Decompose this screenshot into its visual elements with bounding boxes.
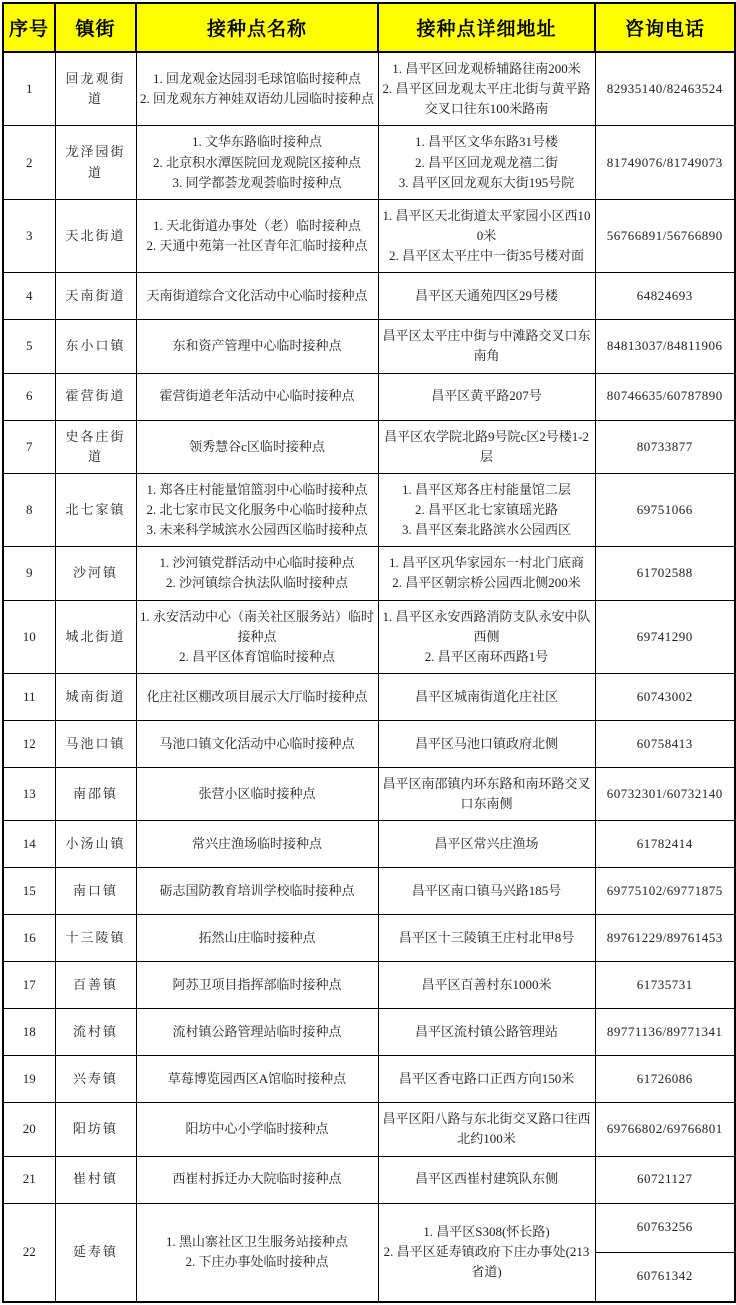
address-line: 1. 昌平区永安西路消防支队永安中队西侧 xyxy=(382,608,591,644)
serial-cell: 14 xyxy=(3,821,55,868)
town-cell: 小汤山镇 xyxy=(55,821,136,868)
address-line: 2. 昌平区延寿镇政府下庄办事处(213省道) xyxy=(383,1243,590,1280)
address-cell xyxy=(378,673,595,720)
table-row xyxy=(3,962,735,1009)
site-name-cell xyxy=(136,473,378,546)
serial-cell: 21 xyxy=(3,1156,55,1203)
table-row xyxy=(3,1156,735,1203)
site-name-line: 草莓博览园西区A馆临时接种点 xyxy=(167,1071,347,1087)
address-line: 昌平区黄平路207号 xyxy=(431,388,542,404)
address-cell xyxy=(378,420,595,473)
town-cell: 南口镇 xyxy=(55,868,136,915)
serial-cell: 19 xyxy=(3,1056,55,1103)
address-line: 1. 昌平区天北街道太平家园小区西100米 xyxy=(382,207,591,243)
address-line: 1. 昌平区回龙观桥辅路往南200米 xyxy=(392,61,581,76)
phone-number: 69775102/69771875 xyxy=(595,868,735,915)
serial-cell: 17 xyxy=(3,962,55,1009)
town-cell: 阳坊镇 xyxy=(55,1103,136,1156)
site-name-cell xyxy=(136,868,378,915)
town-cell: 北七家镇 xyxy=(55,473,136,546)
phone-number: 82935140/82463524 xyxy=(595,52,735,126)
address-line: 1. 昌平区S308(怀长路) xyxy=(423,1223,550,1239)
table-row xyxy=(3,373,735,420)
site-name-cell xyxy=(136,126,378,199)
site-name-line: 流村镇公路管理站临时接种点 xyxy=(172,1024,342,1040)
phone-number: 60763256 xyxy=(636,1219,693,1235)
header-serial: 序号 xyxy=(3,3,55,52)
phone-number: 80733877 xyxy=(595,420,735,473)
site-name-line: 1. 回龙观金达园羽毛球馆临时接种点 xyxy=(152,71,361,87)
address-cell xyxy=(378,868,595,915)
phone-number: 64824693 xyxy=(595,273,735,320)
site-name-line: 马池口镇文化活动中心临时接种点 xyxy=(159,735,355,751)
address-line: 昌平区常兴庄渔场 xyxy=(434,836,539,852)
town-cell: 城北街道 xyxy=(55,600,136,673)
address-line: 昌平区西崔村建筑队东侧 xyxy=(414,1171,558,1187)
table-row xyxy=(3,52,735,126)
address-line: 昌平区马池口镇政府北侧 xyxy=(414,735,558,751)
address-cell xyxy=(378,473,595,546)
table-row xyxy=(3,420,735,473)
site-name-line: 阿苏卫项目指挥部临时接种点 xyxy=(172,977,342,993)
address-line: 1. 昌平区巩华家园东一村北门底商 xyxy=(388,555,584,571)
table-row xyxy=(3,821,735,868)
address-line: 昌平区流村镇公路管理站 xyxy=(414,1024,558,1040)
site-name-cell xyxy=(136,199,378,272)
town-cell: 沙河镇 xyxy=(55,547,136,600)
table-row xyxy=(3,473,735,546)
address-line: 2. 昌平区南环西路1号 xyxy=(424,648,549,664)
town-cell: 城南街道 xyxy=(55,673,136,720)
table-row xyxy=(3,199,735,272)
site-name-cell xyxy=(136,273,378,320)
site-name-cell xyxy=(136,547,378,600)
phone-number: 84813037/84811906 xyxy=(595,320,735,373)
table-row xyxy=(3,1056,735,1103)
address-line: 2. 昌平区朝宗桥公园西北侧200米 xyxy=(392,575,581,591)
town-cell: 回龙观街道 xyxy=(55,52,136,126)
table-row xyxy=(3,915,735,962)
serial-cell: 10 xyxy=(3,600,55,673)
header-site-name: 接种点名称 xyxy=(136,3,378,52)
table-row xyxy=(3,547,735,600)
site-name-cell xyxy=(136,767,378,820)
phone-number: 60732301/60732140 xyxy=(595,767,735,820)
phone-number: 61702588 xyxy=(595,547,735,600)
address-line: 2. 昌平区北七家镇瑶光路 xyxy=(414,501,558,517)
address-cell xyxy=(378,821,595,868)
table-row xyxy=(3,868,735,915)
address-line: 2. 昌平区回龙观龙禧二街 xyxy=(414,154,558,170)
town-cell: 兴寿镇 xyxy=(55,1056,136,1103)
table-row xyxy=(3,1009,735,1056)
site-name-line: 2. 沙河镇综合执法队临时接种点 xyxy=(165,575,348,591)
serial-cell: 3 xyxy=(3,199,55,272)
site-name-cell xyxy=(136,821,378,868)
address-line: 昌平区天通苑四区29号楼 xyxy=(414,288,558,304)
site-name-line: 1. 永安活动中心（南关社区服务站）临时接种点 xyxy=(139,608,374,644)
serial-cell: 7 xyxy=(3,420,55,473)
site-name-line: 阳坊中心小学临时接种点 xyxy=(185,1121,329,1137)
site-name-line: 领秀慧谷c区临时接种点 xyxy=(189,438,325,454)
address-line: 1. 昌平区郑各庄村能量馆二层 xyxy=(401,481,571,497)
phone-number: 60721127 xyxy=(595,1156,735,1203)
site-name-line: 1. 黑山寨社区卫生服务站接种点 xyxy=(165,1233,348,1249)
site-name-line: 2. 下庄办事处临时接种点 xyxy=(185,1254,329,1270)
site-name-line: 2. 回龙观东方神娃双语幼儿园临时接种点 xyxy=(139,91,374,107)
table-row xyxy=(3,126,735,199)
phone-number: 61726086 xyxy=(595,1056,735,1103)
address-cell xyxy=(378,273,595,320)
address-cell xyxy=(378,199,595,272)
header-row xyxy=(3,3,735,52)
serial-cell: 15 xyxy=(3,868,55,915)
address-cell xyxy=(378,1103,595,1156)
address-line: 昌平区城南街道化庄社区 xyxy=(414,688,558,704)
site-name-line: 东和资产管理中心临时接种点 xyxy=(172,338,342,354)
site-name-cell xyxy=(136,52,378,126)
address-line: 昌平区香屯路口正西方向150米 xyxy=(398,1071,575,1087)
town-cell: 十三陵镇 xyxy=(55,915,136,962)
table-row xyxy=(3,1203,735,1302)
address-cell xyxy=(378,1203,595,1302)
site-name-line: 化庄社区棚改项目展示大厅临时接种点 xyxy=(146,688,368,704)
site-name-cell xyxy=(136,320,378,373)
address-line: 1. 昌平区文华东路31号楼 xyxy=(414,134,558,150)
site-name-cell xyxy=(136,720,378,767)
phone-number: 56766891/56766890 xyxy=(595,199,735,272)
address-line: 昌平区十三陵镇王庄村北甲8号 xyxy=(398,930,575,946)
address-line: 3. 昌平区回龙观东大街195号院 xyxy=(398,174,575,190)
phone-number: 69751066 xyxy=(595,473,735,546)
town-cell: 龙泽园街道 xyxy=(55,126,136,199)
serial-cell: 6 xyxy=(3,373,55,420)
site-name-cell xyxy=(136,600,378,673)
site-name-line: 3. 未来科学城滨水公园西区临时接种点 xyxy=(146,522,368,538)
site-name-line: 1. 文华东路临时接种点 xyxy=(191,134,322,150)
town-cell: 崔村镇 xyxy=(55,1156,136,1203)
site-name-cell xyxy=(136,1056,378,1103)
site-name-line: 1. 天北街道办事处（老）临时接种点 xyxy=(152,217,361,233)
site-name-cell xyxy=(136,1203,378,1302)
town-cell: 霍营街道 xyxy=(55,373,136,420)
table-row xyxy=(3,320,735,373)
site-name-cell xyxy=(136,373,378,420)
header-address: 接种点详细地址 xyxy=(378,3,595,52)
site-name-cell xyxy=(136,420,378,473)
header-phone: 咨询电话 xyxy=(595,3,735,52)
site-name-line: 砺志国防教育培训学校临时接种点 xyxy=(159,883,355,899)
town-cell: 天北街道 xyxy=(55,199,136,272)
town-cell: 流村镇 xyxy=(55,1009,136,1056)
site-name-line: 2. 昌平区体育馆临时接种点 xyxy=(178,648,335,664)
serial-cell: 16 xyxy=(3,915,55,962)
serial-cell: 12 xyxy=(3,720,55,767)
address-cell xyxy=(378,1009,595,1056)
address-line: 2. 昌平区太平庄中一街35号楼对面 xyxy=(388,248,584,264)
table-row xyxy=(3,673,735,720)
site-name-line: 1. 郑各庄村能量馆篮羽中心临时接种点 xyxy=(146,481,368,497)
town-cell: 南邵镇 xyxy=(55,767,136,820)
header-town: 镇街 xyxy=(55,3,136,52)
site-name-line: 常兴庄渔场临时接种点 xyxy=(191,836,322,852)
town-cell: 史各庄街道 xyxy=(55,420,136,473)
serial-cell: 13 xyxy=(3,767,55,820)
phone-number: 61782414 xyxy=(595,821,735,868)
table-row xyxy=(3,767,735,820)
address-cell xyxy=(378,767,595,820)
town-cell: 天南街道 xyxy=(55,273,136,320)
site-name-cell xyxy=(136,962,378,1009)
site-name-cell xyxy=(136,915,378,962)
serial-cell: 11 xyxy=(3,673,55,720)
phone-cell xyxy=(595,1203,735,1302)
phone-number: 60743002 xyxy=(595,673,735,720)
town-cell: 东小口镇 xyxy=(55,320,136,373)
phone-number: 60761342 xyxy=(596,1252,735,1301)
address-cell xyxy=(378,600,595,673)
town-cell: 百善镇 xyxy=(55,962,136,1009)
address-line: 昌平区农学院北路9号院c区2号楼1-2层 xyxy=(383,428,590,464)
site-name-line: 2. 天通中苑第一社区青年汇临时接种点 xyxy=(146,238,368,254)
phone-number: 69741290 xyxy=(595,600,735,673)
address-cell xyxy=(378,720,595,767)
site-name-line: 1. 沙河镇党群活动中心临时接种点 xyxy=(159,555,355,571)
table-row xyxy=(3,1103,735,1156)
serial-cell: 20 xyxy=(3,1103,55,1156)
serial-cell: 4 xyxy=(3,273,55,320)
phone-number: 60758413 xyxy=(595,720,735,767)
site-name-line: 霍营街道老年活动中心临时接种点 xyxy=(159,388,355,404)
serial-cell: 18 xyxy=(3,1009,55,1056)
site-name-cell xyxy=(136,1156,378,1203)
address-line: 昌平区南邵镇内环东路和南环路交叉口东南侧 xyxy=(382,775,591,812)
site-name-cell xyxy=(136,1103,378,1156)
phone-number: 69766802/69766801 xyxy=(595,1103,735,1156)
site-name-cell xyxy=(136,1009,378,1056)
vaccination-sites-table xyxy=(2,2,736,1303)
serial-cell: 8 xyxy=(3,473,55,546)
site-name-line: 3. 同学都荟龙观荟临时接种点 xyxy=(172,174,342,190)
table-row xyxy=(3,273,735,320)
site-name-line: 2. 北七家市民文化服务中心临时接种点 xyxy=(146,501,368,517)
address-cell xyxy=(378,373,595,420)
site-name-line: 西崔村拆迁办大院临时接种点 xyxy=(172,1171,342,1187)
serial-cell: 2 xyxy=(3,126,55,199)
serial-cell: 5 xyxy=(3,320,55,373)
site-name-cell xyxy=(136,673,378,720)
address-cell xyxy=(378,1156,595,1203)
table-row xyxy=(3,720,735,767)
phone-number: 89761229/89761453 xyxy=(595,915,735,962)
address-line: 昌平区百善村东1000米 xyxy=(421,977,552,993)
site-name-line: 拓然山庄临时接种点 xyxy=(198,930,316,946)
address-cell xyxy=(378,52,595,126)
address-cell xyxy=(378,547,595,600)
serial-cell: 9 xyxy=(3,547,55,600)
phone-number: 61735731 xyxy=(595,962,735,1009)
address-line: 3. 昌平区秦北路滨水公园西区 xyxy=(401,522,571,538)
town-cell: 延寿镇 xyxy=(55,1203,136,1302)
site-name-line: 张营小区临时接种点 xyxy=(198,786,316,802)
phone-number: 89771136/89771341 xyxy=(595,1009,735,1056)
phone-number: 81749076/81749073 xyxy=(595,126,735,199)
address-cell xyxy=(378,962,595,1009)
address-cell xyxy=(378,915,595,962)
address-line: 昌平区太平庄中街与中滩路交叉口东南角 xyxy=(382,328,591,364)
site-name-line: 2. 北京积水潭医院回龙观院区接种点 xyxy=(152,154,361,170)
town-cell: 马池口镇 xyxy=(55,720,136,767)
table-row xyxy=(3,600,735,673)
address-line: 2. 昌平区回龙观太平庄北街与黄平路交叉口往东100米路南 xyxy=(382,81,591,117)
address-cell xyxy=(378,126,595,199)
address-cell xyxy=(378,320,595,373)
address-cell xyxy=(378,1056,595,1103)
serial-cell: 1 xyxy=(3,52,55,126)
address-line: 昌平区南口镇马兴路185号 xyxy=(411,883,562,899)
phone-number: 80746635/60787890 xyxy=(595,373,735,420)
serial-cell: 22 xyxy=(3,1203,55,1302)
address-line: 昌平区阳八路与东北街交叉路口往西北约100米 xyxy=(382,1111,591,1147)
site-name-line: 天南街道综合文化活动中心临时接种点 xyxy=(146,288,368,304)
